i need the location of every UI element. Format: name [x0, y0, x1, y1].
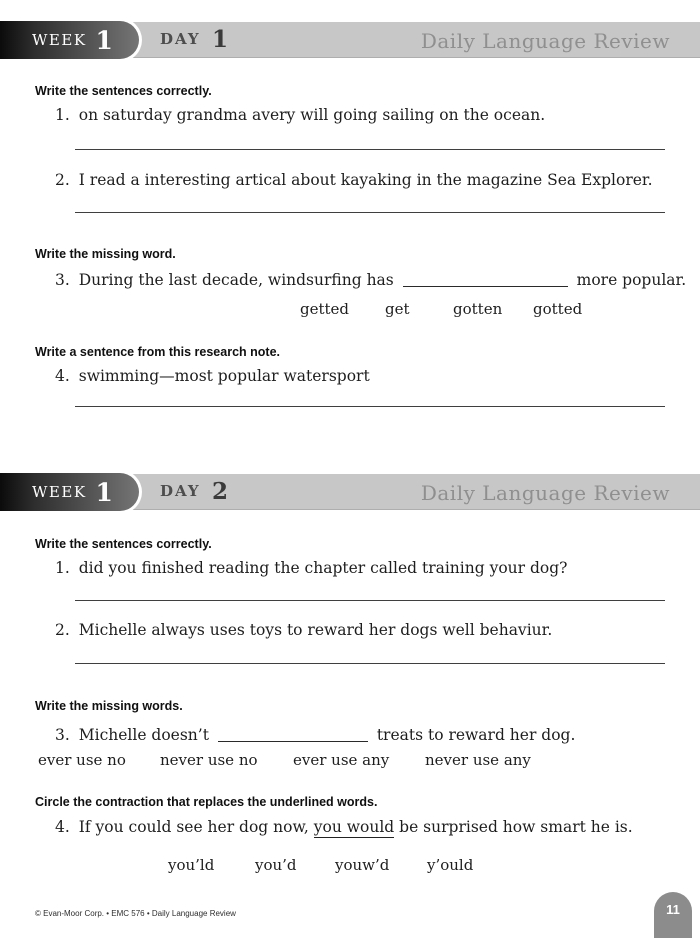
question-number: 2. — [55, 621, 70, 639]
answer-blank-q3-day1[interactable] — [403, 275, 568, 287]
question-text: on saturday grandma avery will going sailing on the ocean. — [78, 106, 546, 124]
day-number: 2 — [212, 478, 229, 505]
question-4-day2 — [55, 818, 633, 836]
word-choice[interactable]: you’d — [255, 856, 297, 874]
word-choice[interactable]: get — [385, 300, 410, 318]
question-text-pre: During the last decade, windsurfing has — [78, 271, 394, 289]
week-number: 1 — [95, 477, 113, 507]
answer-blank-q3-day2[interactable] — [218, 730, 368, 742]
instruction-research-note-day1: Write a sentence from this research note. — [35, 345, 280, 359]
word-choice[interactable]: gotten — [453, 300, 503, 318]
question-text: did you finished reading the chapter called training your dog? — [78, 559, 568, 577]
page-number: 11 — [666, 902, 680, 917]
question-text-pre: If you could see her dog now, — [78, 818, 309, 836]
question-number: 2. — [55, 171, 70, 189]
answer-line-q4-day1[interactable] — [75, 406, 665, 407]
question-text: Michelle always uses toys to reward her dogs well behaviur. — [78, 621, 553, 639]
answer-line-q1-day1[interactable] — [75, 149, 665, 150]
instruction-sentences-day1: Write the sentences correctly. — [35, 84, 212, 98]
answer-line-q2-day1[interactable] — [75, 212, 665, 213]
instruction-missing-word-day1: Write the missing word. — [35, 247, 176, 261]
day-label: DAY — [160, 30, 201, 48]
word-choice[interactable]: never use any — [425, 751, 531, 769]
word-choice[interactable]: ever use any — [293, 751, 390, 769]
answer-line-q2-day2[interactable] — [75, 663, 665, 664]
question-text: I read a interesting artical about kayaking in the magazine Sea Explorer. — [78, 171, 653, 189]
question-2-day1 — [55, 171, 653, 189]
page-number-tab — [654, 892, 692, 938]
instruction-missing-words-day2: Write the missing words. — [35, 699, 183, 713]
day-label: DAY — [160, 482, 201, 500]
header-bar-day2 — [0, 474, 700, 510]
question-1-day2 — [55, 559, 567, 577]
question-3-day2 — [55, 726, 575, 744]
question-number: 3. — [55, 271, 70, 289]
question-2-day2 — [55, 621, 552, 639]
question-number: 4. — [55, 367, 70, 385]
week-number: 1 — [95, 25, 113, 55]
question-4-day1 — [55, 367, 370, 385]
word-choice[interactable]: gotted — [533, 300, 583, 318]
header-bar-day1 — [0, 22, 700, 58]
word-choice[interactable]: ever use no — [38, 751, 126, 769]
instruction-circle-contraction-day2: Circle the contraction that replaces the underlined words. — [35, 795, 378, 809]
word-choice[interactable]: you’ld — [168, 856, 215, 874]
word-choice[interactable]: never use no — [160, 751, 258, 769]
word-choice[interactable]: youw’d — [335, 856, 390, 874]
question-number: 1. — [55, 559, 70, 577]
question-3-day1 — [55, 271, 686, 289]
question-number: 3. — [55, 726, 70, 744]
day-number: 1 — [212, 26, 229, 53]
week-label: WEEK — [32, 483, 87, 501]
question-number: 4. — [55, 818, 70, 836]
question-text: swimming—most popular watersport — [78, 367, 370, 385]
review-title: Daily Language Review — [420, 29, 670, 53]
word-choice[interactable]: y’ould — [427, 856, 474, 874]
question-text-post: more popular. — [576, 271, 687, 289]
footer-credit: © Evan-Moor Corp. • EMC 576 • Daily Language Review — [35, 909, 236, 918]
week-label: WEEK — [32, 31, 87, 49]
instruction-sentences-day2: Write the sentences correctly. — [35, 537, 212, 551]
question-number: 1. — [55, 106, 70, 124]
week-badge — [0, 470, 142, 514]
word-choice[interactable]: getted — [300, 300, 350, 318]
answer-line-q1-day2[interactable] — [75, 600, 665, 601]
underlined-phrase: you would — [313, 818, 395, 836]
question-1-day1 — [55, 106, 545, 124]
question-text-post: treats to reward her dog. — [376, 726, 576, 744]
review-title: Daily Language Review — [420, 481, 670, 505]
question-text-pre: Michelle doesn’t — [78, 726, 209, 744]
week-badge — [0, 18, 142, 62]
question-text-post: be surprised how smart he is. — [399, 818, 633, 836]
